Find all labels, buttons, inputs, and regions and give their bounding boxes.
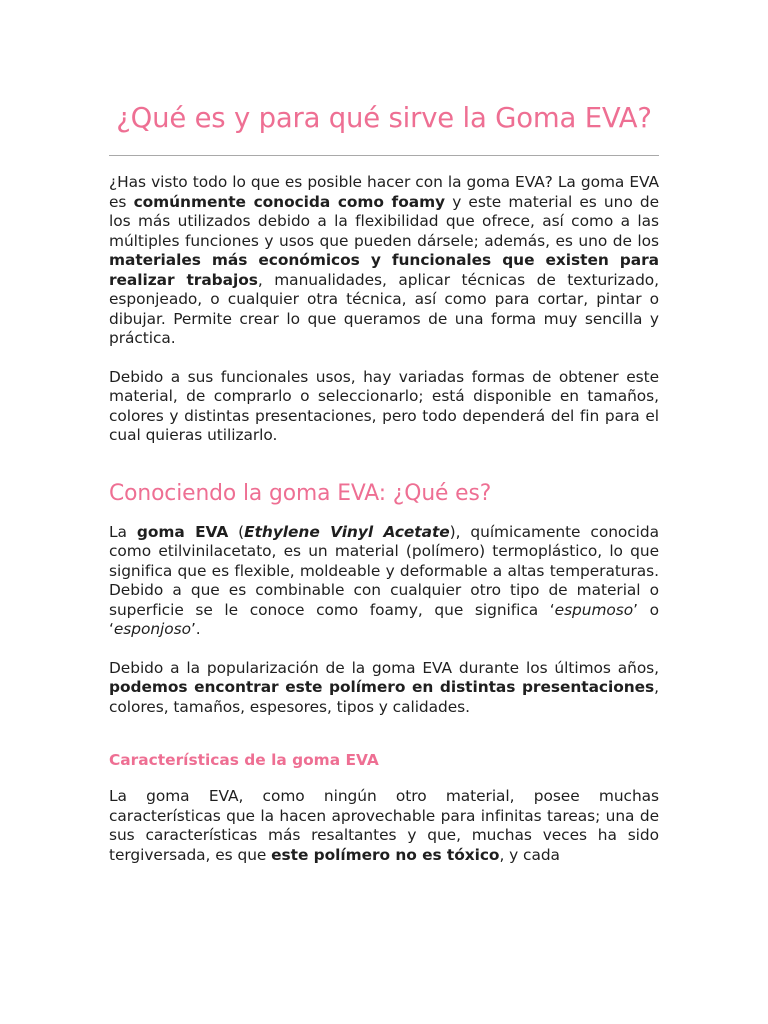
subsection-heading-characteristics: Características de la goma EVA [109, 751, 379, 769]
intro-p1-text-3: , manualidades, aplicar técnicas de texturizado, esponjeado, o cualquier otra técnica, así como para cortar, pintar o dibujar. Permite crear lo que queramos de una forma muy sencilla y práctica. [109, 270, 659, 347]
intro-p1-text-2: y este material es uno de los más utilizados debido a la flexibilidad que ofrece, así como a las múltiples funciones y usos que pueden dársele; además, es uno de los [109, 192, 660, 250]
s1p1-text-1: La [109, 522, 137, 541]
s1p1-italic-1: espumoso [554, 600, 634, 619]
document-page [109, 100, 659, 865]
s2p1-text-1: La goma EVA, como ningún otro material, posee muchas características que la hacen aprovechable para infinitas tareas; una de sus características más resaltantes y que, muchas veces ha sido tergiversada, es que [109, 787, 659, 864]
s1p2-text-2: , colores, tamaños, espesores, tipos y calidades. [109, 678, 659, 716]
intro-paragraph-2: Debido a sus funcionales usos, hay variadas formas de obtener este material, de comprarlo o seleccionarlo; está disponible en tamaños, colores y distintas presentaciones, pero todo dependerá del fin para el cual quieras utilizarlo. [109, 367, 659, 444]
intro-p1-bold-1: comúnmente conocida como foamy [133, 192, 446, 211]
intro-p1-bold-2: materiales más económicos y funcionales que existen para realizar trabajos [109, 251, 659, 289]
title-divider [109, 155, 659, 156]
s1p1-text-2: ( [228, 522, 245, 541]
s2p1-bold-1: este polímero no es tóxico [271, 845, 500, 864]
intro-p1-text-1: ¿Has visto todo lo que es posible hacer con la goma EVA? La goma EVA es [109, 173, 659, 211]
section1-paragraph-2 [109, 659, 659, 718]
s1p1-text-5: ’. [190, 620, 201, 638]
section-heading-what-is: Conociendo la goma EVA: ¿Qué es? [109, 480, 492, 506]
intro-paragraph-1 [109, 173, 659, 349]
s1p2-bold-1: podemos encontrar este polímero en distintas presentaciones [109, 678, 655, 696]
s1p1-bold-italic-1: Ethylene Vinyl Acetate [244, 522, 450, 541]
page-title: ¿Qué es y para qué sirve la Goma EVA? [116, 102, 652, 134]
section1-paragraph-1 [109, 523, 659, 640]
section2-paragraph-1 [109, 787, 659, 865]
s1p1-italic-2: esponjoso [113, 620, 191, 638]
s1p2-text-1: Debido a la popularización de la goma EVA durante los últimos años, [109, 658, 659, 677]
s1p1-text-3: ), químicamente conocida como etilvinilacetato, es un material (polímero) termoplástico, lo que significa que es flexible, moldeable y deformable a altas temperaturas. Debido a que es combinable con cualquier otro tipo de material o superficie se le conoce como foamy, que significa ‘ [109, 522, 660, 619]
s2p1-text-2: , y cada [499, 845, 560, 864]
s1p1-text-4: ’ o ‘ [109, 600, 659, 638]
s1p1-bold-1: goma EVA [136, 522, 229, 541]
